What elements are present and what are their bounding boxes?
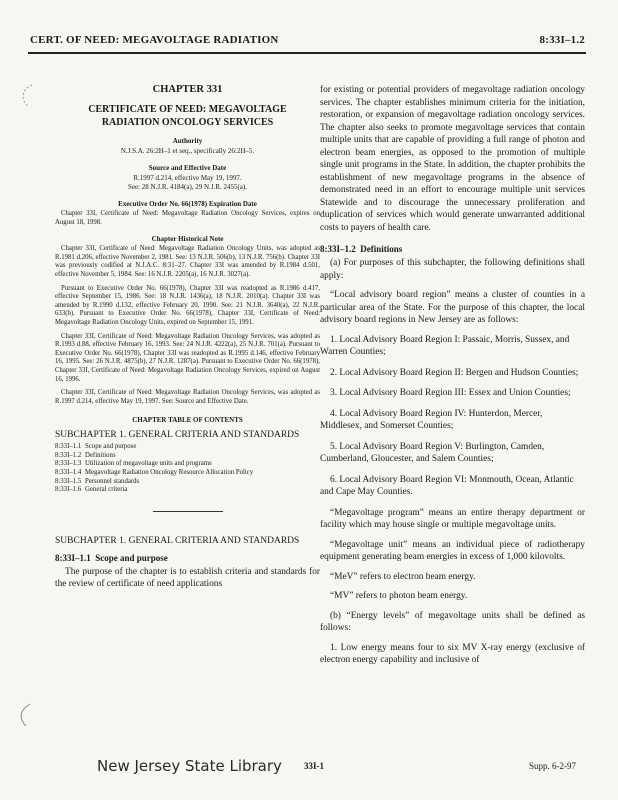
authority-heading: Authority (172, 137, 203, 145)
supplement-date: Supp. 6-2-97 (529, 761, 576, 771)
toc-list (55, 443, 320, 495)
toc-title: Personnel standards (85, 477, 140, 485)
toc-number: 8:33I–1.4 (55, 469, 82, 477)
definition-megavoltage-unit: “Megavoltage unit” means an individual piece of radiotherapy equipment generating beam energies in excess of 1,000 kilovolts. (320, 539, 585, 562)
energy-levels-paragraph: (b) “Energy levels” of megavoltage units shall be defined as follows: (320, 610, 585, 633)
header-rule (28, 52, 586, 54)
toc-title: Definitions (85, 451, 116, 459)
section-heading (55, 553, 320, 563)
source-line-2: See: 28 N.J.R. 4184(a), 29 N.J.R. 2455(a). (128, 183, 247, 191)
executive-order-text: Chapter 33I, Certificate of Need: Megavoltage Radiation Oncology Services, expires on August 18, 1998. (55, 210, 320, 226)
region-item: 5. Local Advisory Board Region V: Burlington, Camden, Cumberland, Gloucester, and Salem Counties; (320, 441, 545, 464)
definition-mev: “MeV” refers to electron beam energy. (330, 571, 476, 582)
definition-megavoltage-program: “Megavoltage program” means an entire therapy department or facility which may house single or multiple megavoltage units. (320, 507, 585, 530)
toc-heading: CHAPTER TABLE OF CONTENTS (132, 416, 243, 425)
toc-row (55, 460, 320, 469)
chapter-number: CHAPTER 331 (152, 84, 223, 95)
subchapter-heading: SUBCHAPTER 1. GENERAL CRITERIA AND STANDARDS (55, 535, 300, 546)
section-title: Scope and purpose (95, 552, 168, 563)
page-footer (0, 757, 618, 777)
toc-row (55, 443, 320, 452)
toc-row (55, 469, 320, 478)
historical-note-paragraph: Chapter 33I, Certificate of Need: Megavoltage Radiation Oncology Services, was adopted as R.1997 d.214, effective May 19, 1997. See: Source and Effective Date. (55, 389, 320, 405)
definition-local-advisory: “Local advisory board region” means a cluster of counties in a particular area of the State. For the purpose of this chapter, the local advisory board regions in New Jersey are as follows: (320, 290, 585, 325)
historical-note-paragraph: Chapter 33I, Certificate of Need: Megavoltage Radiation Oncology Units, was adopted as R.1981 d.206, effective November 2, 1981. See: 13 N.J.R. 506(b), 13 N.J.R. 756(b). Chapter 33I was previously codified at N.J.A.C. 8:31–27. Chapter 33I was amended by R.1984 d.501, effective November 5, 1984. See: 16 N.J.R. 2205(a), 16 N.J.R. 3027(a). (55, 245, 320, 278)
historical-note-paragraph: Pursuant to Executive Order No. 66(1978), Chapter 33I was readopted as R.1986 d.417, effective September 15, 1986. See: 18 N.J.R. 1436(a), 18 N.J.R. 2010(a). Chapter 33I was amended by R.1990 d.132, effective February 20, 1990. See: 21 N.J.R. 3640(a), 22 N.J.R. 633(b). Pursuant to Executive Order No. 66(1978), Chapter 33I, Certificate of Need: Megavoltage Radiation Oncology Units, expired on September 15, 1991. (55, 284, 320, 326)
toc-title: Scope and purpose (85, 443, 137, 451)
header-section: 8:33I–1.2 (539, 34, 585, 46)
section-title: Definitions (360, 244, 403, 254)
definitions-intro: (a) For purposes of this subchapter, the following definitions shall apply: (320, 258, 585, 281)
region-item: 3. Local Advisory Board Region III: Essex and Union Counties; (330, 388, 571, 398)
historical-note-paragraph: Chapter 33I, Certificate of Need: Megavoltage Radiation Oncology Services, was adopted as R.1993 d.88, effective February 16, 1993. See: 24 N.J.R. 4222(a), 25 N.J.R. 701(a). Pursuant to Executive Order No. 66(1978), Chapter 33I was readopted as R.1995 d.146, effective February 16, 1995. See: 26 N.J.R. 4875(b), 27 N.J.R. 1287(a). Pursuant to Executive Order No. 66(1978), Chapter 33I, Certificate of Need: Megavoltage Radiation Oncology Services, expired on August 16, 1996. (55, 332, 320, 383)
toc-title: Megavoltage Radiation Oncology Resource Allocation Policy (85, 469, 254, 477)
toc-number: 8:33I–1.1 (55, 443, 82, 451)
toc-subchapter: SUBCHAPTER 1. GENERAL CRITERIA AND STANDARDS (55, 430, 300, 441)
region-item: 6. Local Advisory Board Region VI: Monmouth, Ocean, Atlantic and Cape May Counties. (320, 474, 574, 497)
purpose-paragraph: for existing or potential providers of megavoltage radiation oncology services. The chapter establishes minimum criteria for the initiation, restoration, or expansion of megavoltage radiation oncology services. The chapter also seeks to promote megavoltage services that contain multiple units that are capable of providing a full range of photon and electron beam energies, as opposed to the promotion of multiple single unit programs in the State. In addition, the chapter prohibits the establishment of new megavoltage programs in the absence of demonstrated need in an effort to encourage multiple unit services Statewide and to discourage the unnecessary proliferation and duplication of services which would generate unwarranted additional costs to payers of health care. (320, 85, 585, 233)
toc-number: 8:33I–1.5 (55, 477, 82, 485)
right-column (320, 84, 585, 674)
historical-note-heading: Chapter Historical Note (151, 235, 224, 244)
region-item: 4. Local Advisory Board Region IV: Hunterdon, Mercer, Middlesex, and Somerset Counties; (320, 408, 543, 431)
section-heading (320, 244, 585, 254)
section-number: 8:33I–1.1 (55, 552, 91, 563)
region-item: 2. Local Advisory Board Region II: Bergen and Hudson Counties; (330, 367, 579, 378)
toc-number: 8:33I–1.6 (55, 486, 82, 494)
toc-row (55, 486, 320, 495)
definition-mv: “MV” refers to photon beam energy. (330, 591, 468, 601)
section-paragraph: The purpose of the chapter is to establish criteria and standards for the review of certificate of need applications (55, 566, 320, 590)
header-title: CERT. OF NEED: MEGAVOLTAGE RADIATION (30, 34, 279, 46)
library-stamp: New Jersey State Library (97, 757, 282, 775)
chapter-title: CERTIFICATE OF NEED: MEGAVOLTAGE RADIATION ONCOLOGY SERVICES (88, 104, 287, 128)
section-divider (153, 511, 223, 512)
toc-number: 8:33I–1.3 (55, 460, 82, 468)
toc-title: General criteria (85, 486, 128, 494)
region-item: 1. Local Advisory Board Region I: Passaic, Morris, Sussex, and Warren Counties; (320, 334, 570, 357)
executive-order-heading: Executive Order No. 66(1978) Expiration Date (118, 200, 257, 208)
section-number: 8:33I–1.2 (320, 244, 356, 254)
source-line-1: R.1997 d.214, effective May 19, 1997. (133, 174, 242, 182)
toc-number: 8:33I–1.2 (55, 451, 82, 459)
left-column (55, 84, 320, 598)
margin-scan-mark (10, 700, 40, 730)
margin-scan-mark (14, 82, 44, 112)
source-heading: Source and Effective Date (148, 164, 227, 172)
toc-row (55, 478, 320, 487)
toc-title: Utilization of megavoltage units and programs (85, 460, 212, 468)
authority-text: N.J.S.A. 26:2H–1 et seq., specifically 26:2H–5. (120, 147, 255, 155)
low-energy-paragraph: 1. Low energy means four to six MV X-ray energy (exclusive of electron energy capability and inclusive of (320, 642, 585, 665)
page-number: 33I-1 (304, 761, 324, 771)
toc-row (55, 452, 320, 461)
